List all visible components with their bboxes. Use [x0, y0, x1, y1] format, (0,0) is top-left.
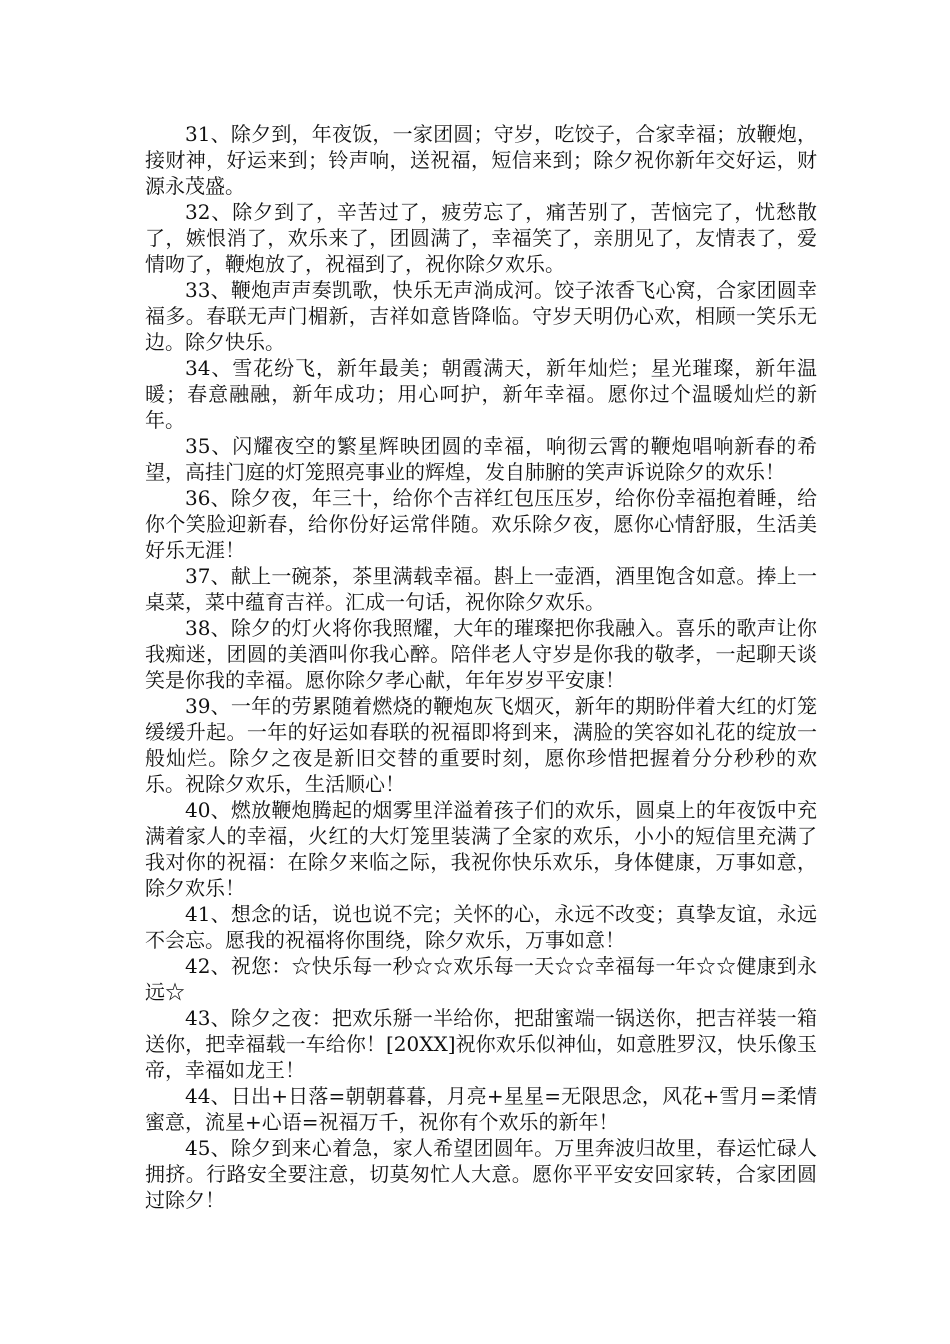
paragraph-34: 34、雪花纷飞，新年最美；朝霞满天，新年灿烂；星光璀璨，新年温暖；春意融融，新年成功；用心呵护，新年幸福。愿你过个温暖灿烂的新年。 — [145, 356, 817, 432]
paragraph-36: 36、除夕夜，年三十，给你个吉祥红包压压岁，给你份幸福抱着睡，给你个笑脸迎新春，给你份好运常伴随。欢乐除夕夜，愿你心情舒服，生活美好乐无涯！ — [145, 486, 817, 562]
paragraph-44: 44、日出+日落=朝朝暮暮，月亮+星星=无限思念，风花+雪月=柔情蜜意，流星+心语=祝福万千，祝你有个欢乐的新年！ — [145, 1084, 817, 1134]
paragraph-37: 37、献上一碗茶，茶里满载幸福。斟上一壶酒，酒里饱含如意。捧上一桌菜，菜中蕴育吉祥。汇成一句话，祝你除夕欢乐。 — [145, 564, 817, 614]
paragraph-32: 32、除夕到了，辛苦过了，疲劳忘了，痛苦别了，苦恼完了，忧愁散了，嫉恨消了，欢乐来了，团圆满了，幸福笑了，亲朋见了，友情表了，爱情吻了，鞭炮放了，祝福到了，祝你除夕欢乐。 — [145, 200, 817, 276]
paragraph-43: 43、除夕之夜：把欢乐掰一半给你，把甜蜜端一锅送你，把吉祥装一箱送你，把幸福载一车给你！[20XX]祝你欢乐似神仙，如意胜罗汉，快乐像玉帝，幸福如龙王！ — [145, 1006, 817, 1082]
paragraph-33: 33、鞭炮声声奏凯歌，快乐无声淌成河。饺子浓香飞心窝，合家团圆幸福多。春联无声门楣新，吉祥如意皆降临。守岁天明仍心欢，相顾一笑乐无边。除夕快乐。 — [145, 278, 817, 354]
paragraph-39: 39、一年的劳累随着燃烧的鞭炮灰飞烟灭，新年的期盼伴着大红的灯笼缓缓升起。一年的好运如春联的祝福即将到来，满脸的笑容如礼花的绽放一般灿烂。除夕之夜是新旧交替的重要时刻，愿你珍惜把握着分分秒秒的欢乐。祝除夕欢乐，生活顺心！ — [145, 694, 817, 796]
paragraph-42: 42、祝您：☆快乐每一秒☆☆欢乐每一天☆☆幸福每一年☆☆健康到永远☆ — [145, 954, 817, 1004]
document-body — [145, 121, 817, 1213]
paragraph-35: 35、闪耀夜空的繁星辉映团圆的幸福，响彻云霄的鞭炮唱响新春的希望，高挂门庭的灯笼照亮事业的辉煌，发自肺腑的笑声诉说除夕的欢乐！ — [145, 434, 817, 484]
paragraph-31: 31、除夕到，年夜饭，一家团圆；守岁，吃饺子，合家幸福；放鞭炮，接财神，好运来到；铃声响，送祝福，短信来到；除夕祝你新年交好运，财源永茂盛。 — [145, 122, 817, 198]
paragraph-40: 40、燃放鞭炮腾起的烟雾里洋溢着孩子们的欢乐，圆桌上的年夜饭中充满着家人的幸福，火红的大灯笼里装满了全家的欢乐，小小的短信里充满了我对你的祝福：在除夕来临之际，我祝你快乐欢乐，身体健康，万事如意，除夕欢乐！ — [145, 798, 817, 900]
paragraph-38: 38、除夕的灯火将你我照耀，大年的璀璨把你我融入。喜乐的歌声让你我痴迷，团圆的美酒叫你我心醉。陪伴老人守岁是你我的敬孝，一起聊天谈笑是你我的幸福。愿你除夕孝心献，年年岁岁平安康！ — [145, 616, 817, 692]
paragraph-45: 45、除夕到来心着急，家人希望团圆年。万里奔波归故里，春运忙碌人拥挤。行路安全要注意，切莫匆忙人大意。愿你平平安安回家转，合家团圆过除夕！ — [145, 1136, 817, 1212]
paragraph-41: 41、想念的话，说也说不完；关怀的心，永远不改变；真挚友谊，永远不会忘。愿我的祝福将你围绕，除夕欢乐，万事如意！ — [145, 902, 817, 952]
